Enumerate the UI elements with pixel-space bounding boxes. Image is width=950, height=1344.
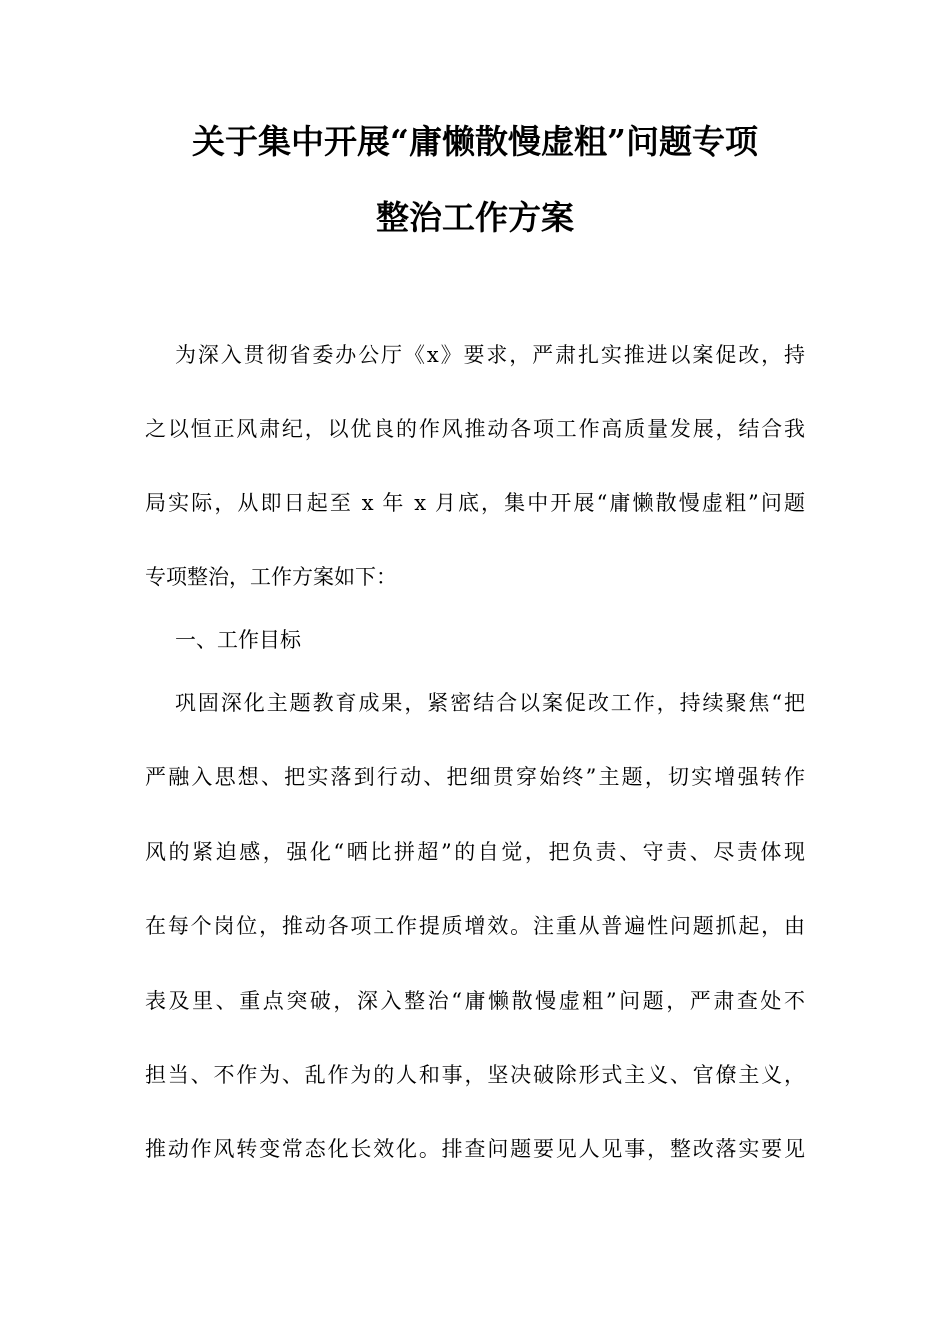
paragraph-line: 推动作风转变常态化长效化。排查问题要见人见事，整改落实要见 <box>145 1137 805 1161</box>
paragraph-line: 局实际，从即日起至 x 年 x 月底，集中开展“庸懒散慢虚粗”问题 <box>145 491 805 515</box>
document-title-line-1: 关于集中开展“庸懒散慢虚粗”问题专项 <box>192 122 758 161</box>
paragraph-line: 专项整治，工作方案如下： <box>145 565 397 589</box>
paragraph-line: 表及里、重点突破，深入整治“庸懒散慢虚粗”问题，严肃查处不 <box>145 989 805 1013</box>
paragraph-line: 为深入贯彻省委办公厅《x》要求，严肃扎实推进以案促改，持 <box>175 343 805 367</box>
paragraph-line: 在每个岗位，推动各项工作提质增效。注重从普遍性问题抓起，由 <box>145 914 805 938</box>
paragraph-line: 严融入思想、把实落到行动、把细贯穿始终”主题，切实增强转作 <box>145 765 805 789</box>
document-title-line-2: 整治工作方案 <box>376 198 574 237</box>
paragraph-line: 巩固深化主题教育成果，紧密结合以案促改工作，持续聚焦“把 <box>175 691 805 715</box>
section-heading: 一、工作目标 <box>175 628 301 652</box>
paragraph-line: 担当、不作为、乱作为的人和事，坚决破除形式主义、官僚主义， <box>145 1063 805 1087</box>
paragraph-line: 之以恒正风肃纪，以优良的作风推动各项工作高质量发展，结合我 <box>145 417 805 441</box>
paragraph-line: 风的紧迫感，强化“晒比拼超”的自觉，把负责、守责、尽责体现 <box>145 840 805 864</box>
